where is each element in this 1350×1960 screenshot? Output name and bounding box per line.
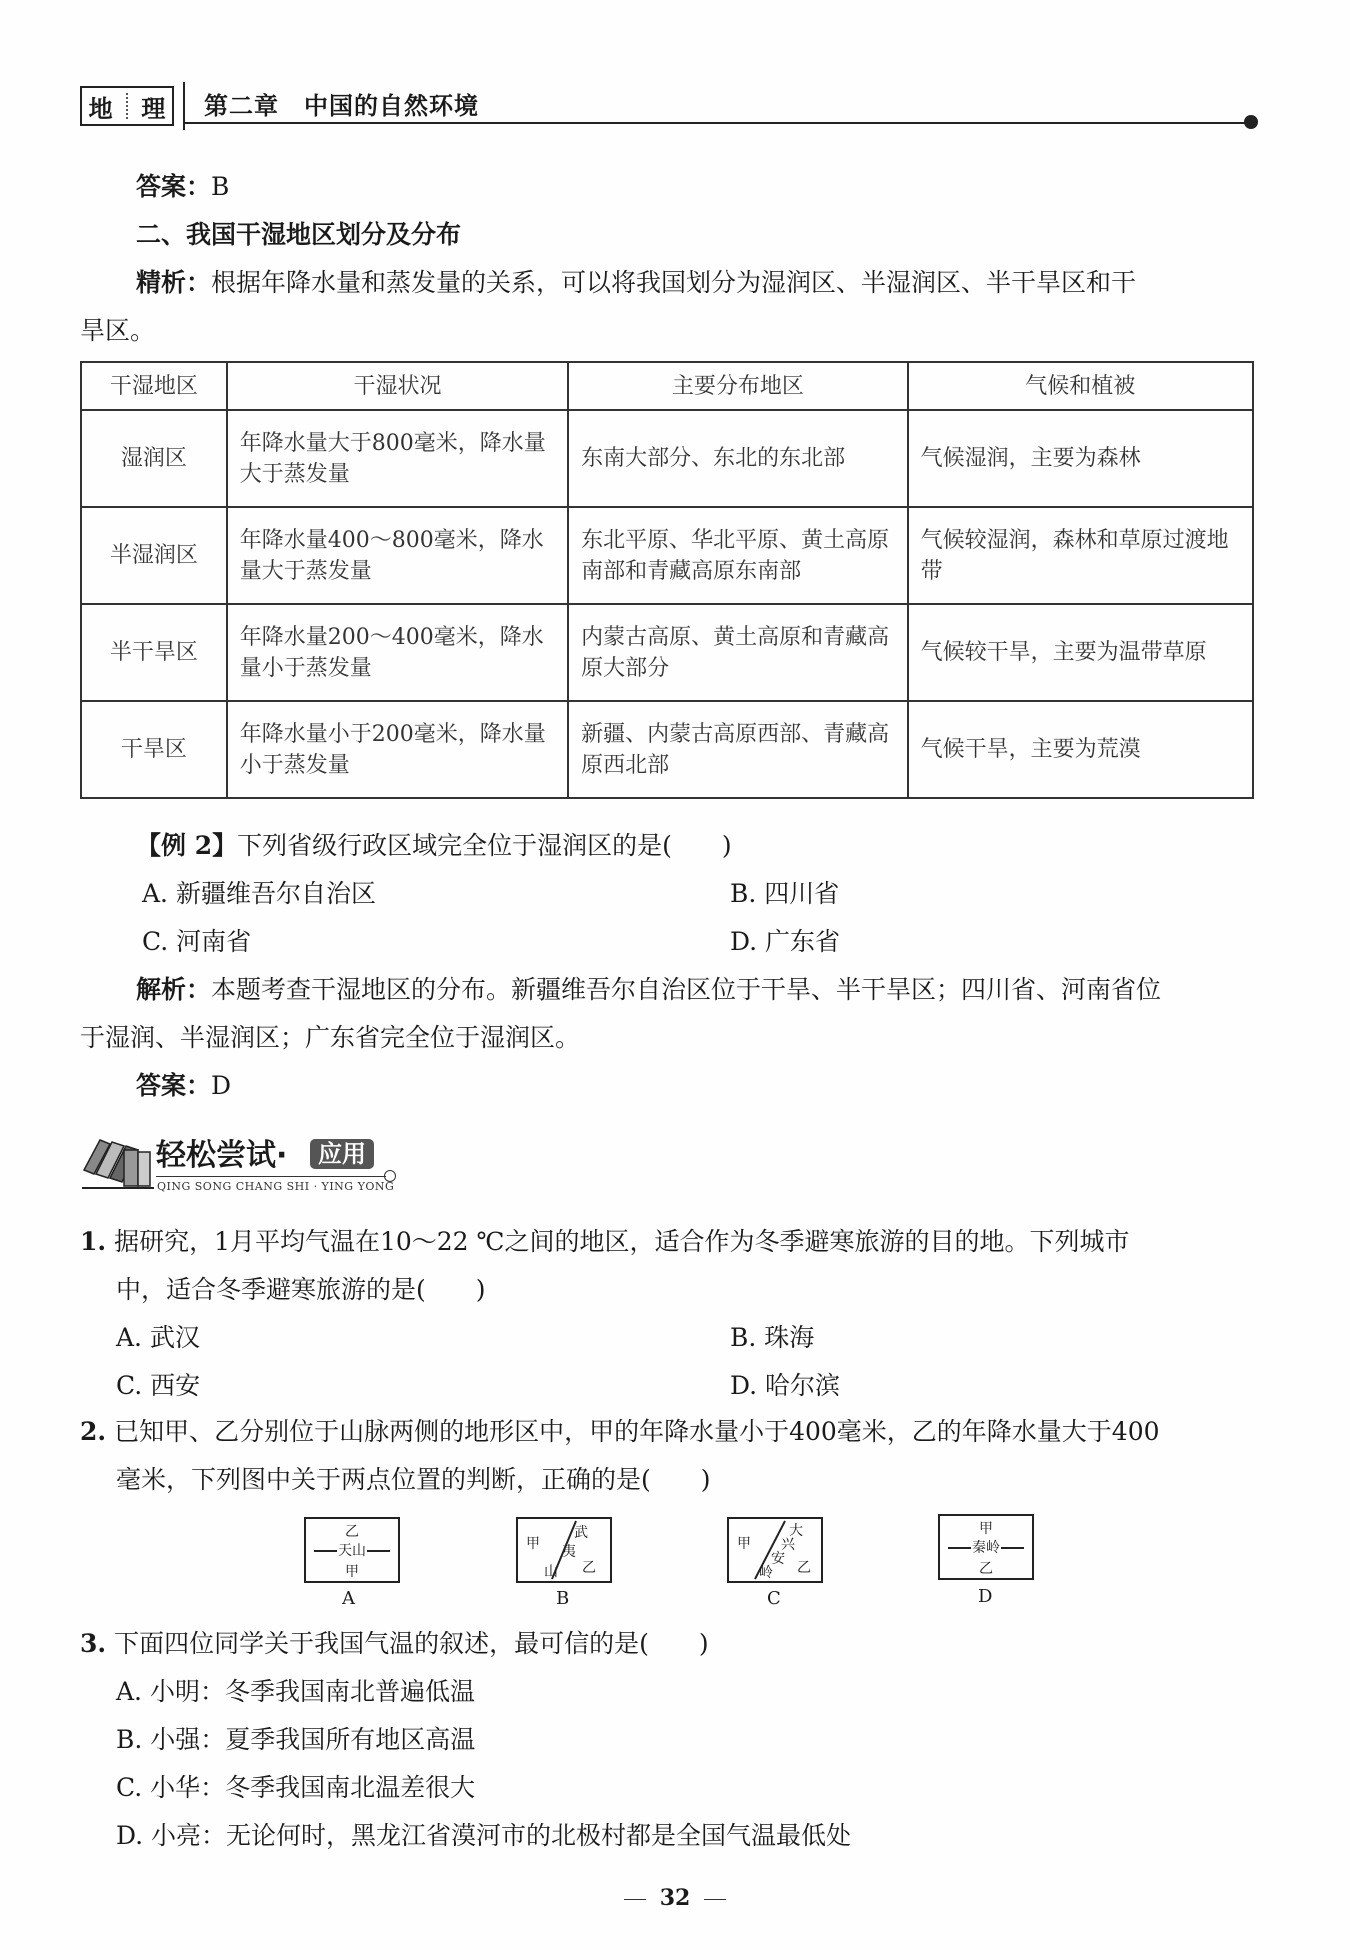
table-cell-distribution: 东北平原、华北平原、黄土高原南部和青藏高原东南部 xyxy=(568,507,907,604)
table-header-row xyxy=(81,362,1253,410)
chapter-title: 第二章 中国的自然环境 xyxy=(204,91,479,120)
table-row xyxy=(81,701,1253,798)
example2-option-a: A. 新疆维吾尔自治区 xyxy=(142,879,376,908)
table-header: 主要分布地区 xyxy=(568,362,907,410)
diagram-d-bottom: 乙 xyxy=(979,1561,993,1577)
table-cell-status: 年降水量大于800毫米，降水量大于蒸发量 xyxy=(227,410,568,507)
q2-line2: 毫米，下列图中关于两点位置的判断，正确的是( ) xyxy=(116,1465,711,1494)
table-row xyxy=(81,507,1253,604)
q2-text-1: 已知甲、乙分别位于山脉两侧的地形区中，甲的年降水量小于400毫米，乙的年降水量大于400 xyxy=(114,1417,1160,1446)
table-cell-region: 干旱区 xyxy=(81,701,227,798)
header-rule xyxy=(183,122,1249,124)
diagram-b-char2: 夷 xyxy=(562,1544,576,1560)
banner-title: 轻松尝试· xyxy=(156,1138,288,1173)
q3-option-b: B. 小强：夏季我国所有地区高温 xyxy=(116,1725,476,1754)
diagram-b-right: 乙 xyxy=(582,1560,596,1576)
analysis-label: 精析： xyxy=(136,268,212,297)
diagram-c-label: C xyxy=(767,1588,781,1609)
dry-wet-table xyxy=(80,361,1254,799)
subject-box xyxy=(80,86,174,126)
diagram-d-mountain: 秦岭 xyxy=(972,1540,1000,1556)
diagram-a xyxy=(304,1517,400,1583)
example2-option-c: C. 河南省 xyxy=(142,927,252,956)
table-cell-climate: 气候干旱，主要为荒漠 xyxy=(908,701,1253,798)
banner-subtitle: QING SONG CHANG SHI · YING YONG xyxy=(157,1180,395,1193)
q3-option-a: A. 小明：冬季我国南北普遍低温 xyxy=(116,1677,475,1706)
example2-label: 【例 2】 xyxy=(136,831,238,860)
example2-answer xyxy=(136,1062,231,1110)
table-row xyxy=(81,604,1253,701)
table-cell-distribution: 内蒙古高原、黄土高原和青藏高原大部分 xyxy=(568,604,907,701)
prev-answer xyxy=(136,163,229,211)
q3-option-d: D. 小亮：无论何时，黑龙江省漠河市的北极村都是全国气温最低处 xyxy=(116,1821,852,1850)
example2-answer-label: 答案： xyxy=(136,1071,212,1100)
section-analysis-line2: 旱区。 xyxy=(80,316,156,345)
table-cell-distribution: 东南大部分、东北的东北部 xyxy=(568,410,907,507)
banner-tag: 应用 xyxy=(310,1139,374,1169)
diagram-d xyxy=(938,1514,1034,1580)
diagram-a-top: 乙 xyxy=(345,1524,359,1540)
diagram-a-label: A xyxy=(342,1588,355,1609)
table-cell-region: 半干旱区 xyxy=(81,604,227,701)
diagram-b-left: 甲 xyxy=(526,1536,540,1552)
table-cell-status: 年降水量400～800毫米，降水量大于蒸发量 xyxy=(227,507,568,604)
page-number xyxy=(0,1885,1350,1911)
table-header: 干湿地区 xyxy=(81,362,227,410)
diagram-c-right: 乙 xyxy=(797,1560,811,1576)
table-cell-region: 湿润区 xyxy=(81,410,227,507)
diagram-d-label: D xyxy=(978,1586,993,1607)
q1-text-1: 据研究，1月平均气温在10～22 ℃之间的地区，适合作为冬季避寒旅游的目的地。下列城市 xyxy=(114,1227,1130,1256)
subject-char-1: 地 xyxy=(88,93,113,123)
q1-option-c: C. 西安 xyxy=(116,1371,201,1400)
q2-line1 xyxy=(80,1408,1160,1456)
table-header: 干湿状况 xyxy=(227,362,568,410)
table-cell-climate: 气候湿润，主要为森林 xyxy=(908,410,1253,507)
q1-line2: 中，适合冬季避寒旅游的是( ) xyxy=(116,1275,486,1304)
analysis-text-1: 根据年降水量和蒸发量的关系，可以将我国划分为湿润区、半湿润区、半干旱区和干 xyxy=(211,268,1137,297)
q1-number: 1. xyxy=(80,1227,107,1256)
header-rule-dot xyxy=(1244,115,1258,129)
subject-divider xyxy=(126,93,128,119)
diagram-c xyxy=(727,1517,823,1583)
diagram-b-label: B xyxy=(556,1588,570,1609)
table-cell-climate: 气候较干旱，主要为温带草原 xyxy=(908,604,1253,701)
q3-text: 下面四位同学关于我国气温的叙述，最可信的是( ) xyxy=(114,1629,709,1658)
books-icon xyxy=(80,1130,156,1194)
prev-answer-value: B xyxy=(211,172,230,201)
diagram-d-top: 甲 xyxy=(979,1521,993,1537)
prev-answer-label: 答案： xyxy=(136,172,212,201)
table-row xyxy=(81,410,1253,507)
example2-analysis-text-1: 本题考查干湿地区的分布。新疆维吾尔自治区位于干旱、半干旱区；四川省、河南省位 xyxy=(211,975,1162,1004)
example2-option-b: B. 四川省 xyxy=(730,879,840,908)
example2-analysis-line1 xyxy=(136,966,1161,1014)
page-number-value: 32 xyxy=(659,1885,691,1911)
example2-option-d: D. 广东省 xyxy=(730,927,841,956)
example2-question xyxy=(136,822,732,870)
diagram-b xyxy=(516,1517,612,1583)
example2-answer-value: D xyxy=(211,1071,232,1100)
diagram-a-bottom: 甲 xyxy=(345,1564,359,1580)
diagram-c-char3: 安 xyxy=(771,1551,785,1567)
q1-option-a: A. 武汉 xyxy=(116,1323,200,1352)
table-cell-region: 半湿润区 xyxy=(81,507,227,604)
q2-number: 2. xyxy=(80,1417,107,1446)
diagram-c-left: 甲 xyxy=(737,1536,751,1552)
q1-option-b: B. 珠海 xyxy=(730,1323,815,1352)
table-cell-status: 年降水量小于200毫米，降水量小于蒸发量 xyxy=(227,701,568,798)
diagram-b-char1: 武 xyxy=(574,1525,588,1541)
banner-rule xyxy=(156,1176,386,1177)
diagram-c-char4: 岭 xyxy=(759,1565,773,1581)
diagram-a-mountain: 天山 xyxy=(338,1543,366,1559)
example2-analysis-line2: 于湿润、半湿润区；广东省完全位于湿润区。 xyxy=(80,1023,581,1052)
table-header: 气候和植被 xyxy=(908,362,1253,410)
diagram-c-char1: 大 xyxy=(789,1523,803,1539)
example2-text: 下列省级行政区域完全位于湿润区的是( ) xyxy=(237,831,732,860)
q1-option-d: D. 哈尔滨 xyxy=(730,1371,841,1400)
table-cell-status: 年降水量200～400毫米，降水量小于蒸发量 xyxy=(227,604,568,701)
table-cell-climate: 气候较湿润，森林和草原过渡地带 xyxy=(908,507,1253,604)
q3-option-c: C. 小华：冬季我国南北温差很大 xyxy=(116,1773,476,1802)
section-heading: 二、我国干湿地区划分及分布 xyxy=(136,220,462,249)
subject-char-2: 理 xyxy=(141,93,166,123)
example2-analysis-label: 解析： xyxy=(136,975,212,1004)
diagram-b-char3: 山 xyxy=(544,1564,558,1580)
q1-line1 xyxy=(80,1218,1130,1266)
q3-number: 3. xyxy=(80,1629,107,1658)
q3-question xyxy=(80,1620,709,1668)
page-dash-right xyxy=(704,1899,726,1900)
section-analysis-line1 xyxy=(136,259,1136,307)
page-dash-left xyxy=(624,1899,646,1900)
table-cell-distribution: 新疆、内蒙古高原西部、青藏高原西北部 xyxy=(568,701,907,798)
diagram-c-char2: 兴 xyxy=(781,1537,795,1553)
